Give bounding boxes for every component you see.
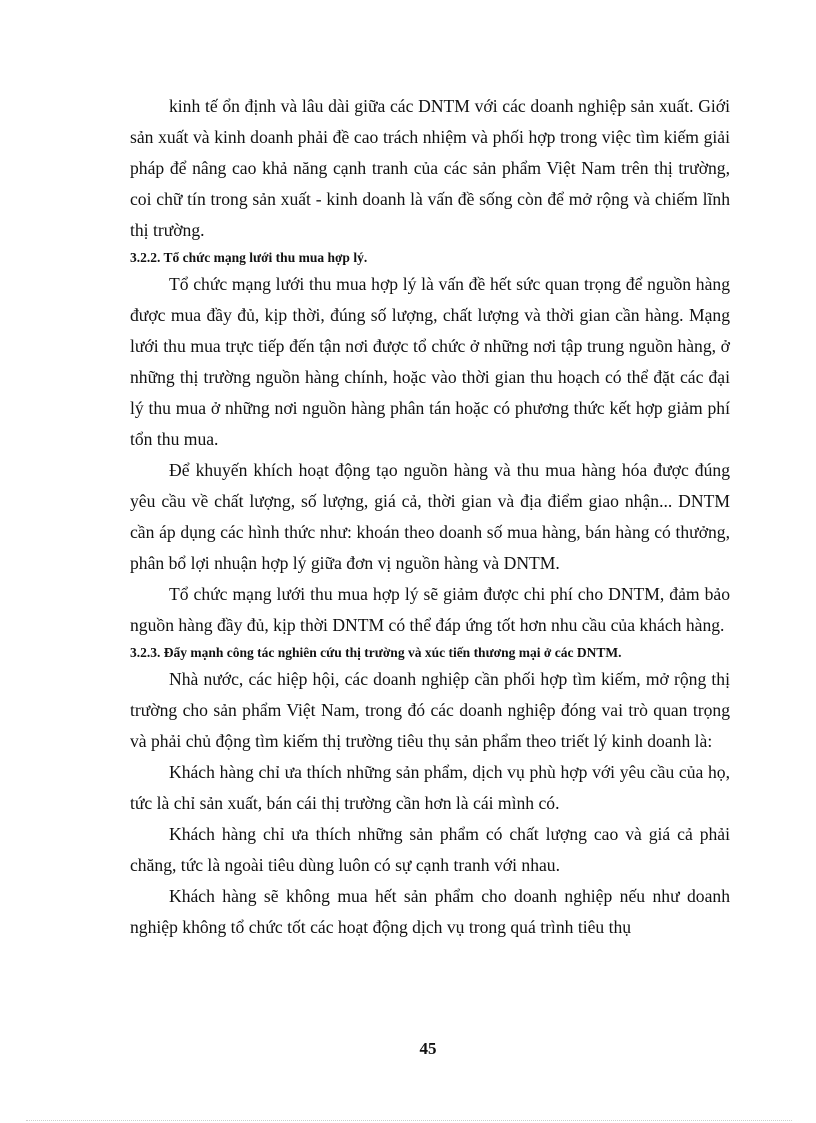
section-heading-3-2-3: 3.2.3. Đẩy mạnh công tác nghiên cứu thị trường và xúc tiến thương mại ở các DNTM. xyxy=(130,645,622,660)
body-text xyxy=(130,91,730,943)
paragraph: Nhà nước, các hiệp hội, các doanh nghiệp cần phối hợp tìm kiếm, mở rộng thị trường cho sản phẩm Việt Nam, trong đó các doanh nghiệp đóng vai trò quan trọng và phải chủ động tìm kiếm thị trường tiêu thụ sản phẩm theo triết lý kinh doanh là: xyxy=(130,669,730,751)
paragraph: Để khuyến khích hoạt động tạo nguồn hàng và thu mua hàng hóa được đúng yêu cầu về chất lượng, số lượng, giá cả, thời gian và địa điểm giao nhận... DNTM cần áp dụng các hình thức như: khoán theo doanh số mua hàng, bán hàng có thưởng, phân bổ lợi nhuận hợp lý giữa đơn vị nguồn hàng và DNTM. xyxy=(130,460,730,573)
section-heading-3-2-2: 3.2.2. Tổ chức mạng lưới thu mua hợp lý. xyxy=(130,250,368,265)
page-number: 45 xyxy=(419,1039,437,1058)
paragraph: Khách hàng chỉ ưa thích những sản phẩm, dịch vụ phù hợp với yêu cầu của họ, tức là chỉ sản xuất, bán cái thị trường cần hơn là cái mình có. xyxy=(130,762,730,813)
paragraph: Tổ chức mạng lưới thu mua hợp lý sẽ giảm được chi phí cho DNTM, đảm bảo nguồn hàng đầy đủ, kịp thời DNTM có thể đáp ứng tốt hơn nhu cầu của khách hàng. xyxy=(130,584,730,635)
paragraph: Khách hàng sẽ không mua hết sản phẩm cho doanh nghiệp nếu như doanh nghiệp không tổ chức tốt các hoạt động dịch vụ trong quá trình tiêu thụ xyxy=(130,886,730,937)
paragraph: Khách hàng chỉ ưa thích những sản phẩm có chất lượng cao và giá cả phải chăng, tức là ngoài tiêu dùng luôn có sự cạnh tranh với nhau. xyxy=(130,824,730,875)
page-border-line xyxy=(26,1120,792,1121)
paragraph-continuation: kinh tế ổn định và lâu dài giữa các DNTM với các doanh nghiệp sản xuất. Giới sản xuất và kinh doanh phải đề cao trách nhiệm và phối hợp trong việc tìm kiếm giải pháp để nâng cao khả năng cạnh tranh của các sản phẩm Việt Nam trên thị trường, coi chữ tín trong sản xuất - kinh doanh là vấn đề sống còn để mở rộng và chiếm lĩnh thị trường. xyxy=(130,96,730,240)
paragraph: Tổ chức mạng lưới thu mua hợp lý là vấn đề hết sức quan trọng để nguồn hàng được mua đầy đủ, kịp thời, đúng số lượng, chất lượng và thời gian cần hàng. Mạng lưới thu mua trực tiếp đến tận nơi được tổ chức ở những nơi tập trung nguồn hàng, ở những thị trường nguồn hàng chính, hoặc vào thời gian thu hoạch có thể đặt các đại lý thu mua ở những nơi nguồn hàng phân tán hoặc có phương thức kết hợp giảm phí tổn thu mua. xyxy=(130,274,730,449)
